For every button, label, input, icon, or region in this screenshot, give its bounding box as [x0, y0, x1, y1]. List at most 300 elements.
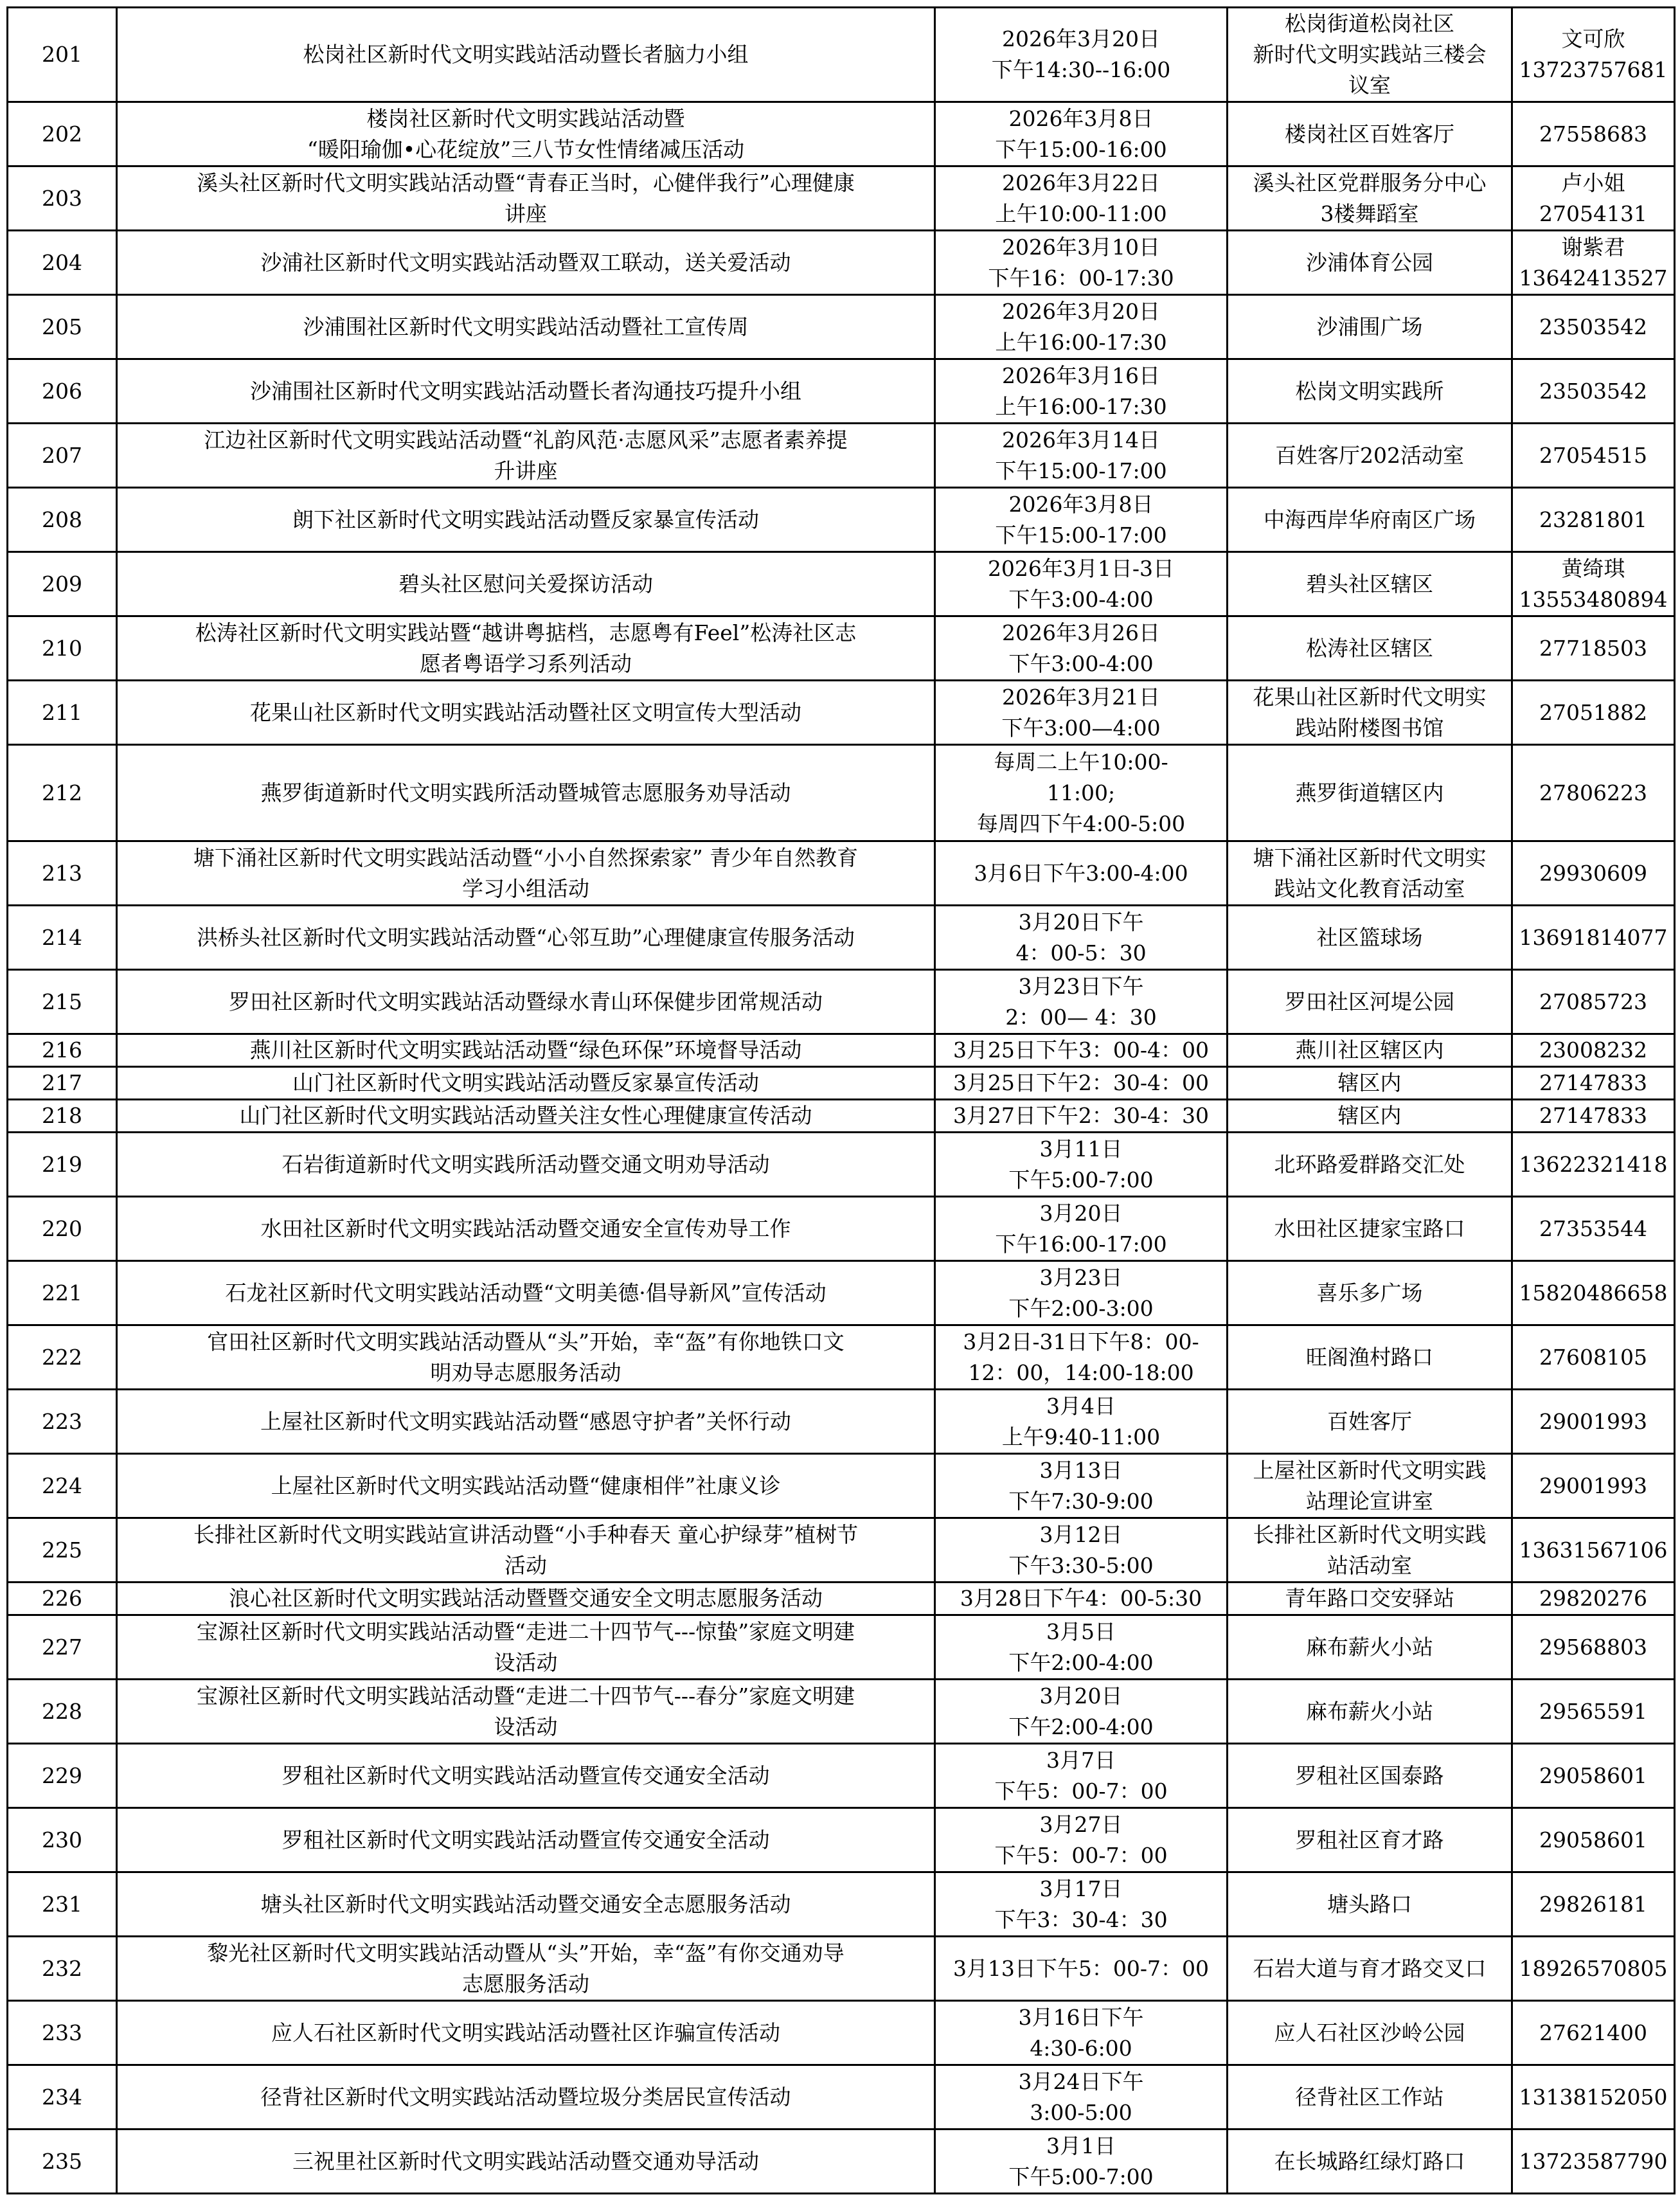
cell-place — [1228, 1100, 1512, 1133]
cell-contact-line: 13631567106 — [1519, 1537, 1668, 1563]
cell-activity — [117, 102, 935, 166]
cell-time — [935, 1680, 1228, 1744]
cell-place — [1228, 1744, 1512, 1808]
cell-number-line: 230 — [42, 1827, 82, 1852]
cell-time-line: 每周二上午10:00- — [994, 749, 1168, 775]
cell-number-line: 208 — [42, 507, 82, 532]
cell-time-line: 下午7:30-9:00 — [1008, 1488, 1154, 1514]
cell-time — [935, 745, 1228, 841]
cell-time-line: 3月12日 — [1039, 1521, 1123, 1547]
cell-place — [1228, 906, 1512, 970]
cell-activity-line: 讲座 — [505, 201, 547, 226]
cell-activity-line: 上屋社区新时代文明实践站活动暨“感恩守护者”关怀行动 — [260, 1408, 791, 1434]
cell-activity-line: 愿者粤语学习系列活动 — [420, 650, 632, 676]
table-row — [8, 1872, 1675, 1937]
cell-place — [1228, 681, 1512, 745]
cell-contact-line: 文可欣 — [1561, 26, 1625, 51]
cell-time-line: 2026年3月20日 — [1002, 26, 1160, 51]
cell-activity-line: 松岗社区新时代文明实践站活动暨长者脑力小组 — [303, 42, 749, 67]
cell-time — [935, 1518, 1228, 1583]
cell-number — [8, 2065, 117, 2130]
cell-time — [935, 970, 1228, 1034]
cell-number-line: 223 — [42, 1408, 82, 1434]
cell-activity-line: 塘下涌社区新时代文明实践站活动暨“小小自然探索家” 青少年自然教育 — [193, 845, 859, 870]
cell-number-line: 205 — [42, 314, 82, 339]
cell-contact-line: 谢紫君 — [1561, 234, 1625, 260]
cell-number-line: 217 — [42, 1070, 82, 1095]
table-row — [8, 231, 1675, 295]
cell-contact — [1512, 102, 1675, 166]
cell-number-line: 201 — [42, 42, 82, 67]
cell-number — [8, 1034, 117, 1067]
cell-number — [8, 841, 117, 906]
cell-place-line: 北环路爱群路交汇处 — [1274, 1151, 1465, 1177]
cell-number — [8, 616, 117, 681]
cell-activity-line: 沙浦围社区新时代文明实践站活动暨长者沟通技巧提升小组 — [250, 378, 801, 404]
cell-contact-line: 29930609 — [1539, 860, 1647, 886]
cell-number — [8, 1872, 117, 1937]
cell-contact — [1512, 1872, 1675, 1937]
cell-activity-line: 浪心社区新时代文明实践站活动暨暨交通安全文明志愿服务活动 — [229, 1586, 823, 1611]
cell-time-line: 下午16：00-17:30 — [988, 265, 1174, 291]
cell-activity-line: 上屋社区新时代文明实践站活动暨“健康相伴”社康义诊 — [271, 1473, 781, 1498]
cell-contact — [1512, 1615, 1675, 1680]
table-row — [8, 295, 1675, 359]
table-row — [8, 1100, 1675, 1133]
cell-place-line: 新时代文明实践站三楼会 — [1253, 42, 1487, 67]
cell-time-line: 3月23日下午 — [1018, 973, 1144, 999]
cell-time — [935, 102, 1228, 166]
cell-number-line: 204 — [42, 249, 82, 275]
cell-number-line: 225 — [42, 1537, 82, 1563]
cell-activity — [117, 970, 935, 1034]
cell-contact — [1512, 166, 1675, 231]
cell-place-line: 燕川社区辖区内 — [1295, 1037, 1444, 1063]
cell-number — [8, 970, 117, 1034]
cell-contact-line: 27718503 — [1539, 635, 1647, 661]
cell-number — [8, 906, 117, 970]
table-row — [8, 8, 1675, 102]
cell-activity-line: 罗租社区新时代文明实践站活动暨宣传交通安全活动 — [281, 1762, 770, 1788]
cell-place — [1228, 1937, 1512, 2001]
cell-time-line: 2：00— 4：30 — [1005, 1004, 1157, 1030]
cell-place-line: 在长城路红绿灯路口 — [1274, 2148, 1465, 2174]
cell-place-line: 松涛社区辖区 — [1306, 635, 1433, 661]
cell-time-line: 3月23日 — [1039, 1264, 1123, 1290]
cell-number — [8, 2130, 117, 2194]
cell-number-line: 218 — [42, 1103, 82, 1128]
cell-contact — [1512, 1937, 1675, 2001]
cell-activity — [117, 231, 935, 295]
cell-number-line: 212 — [42, 780, 82, 805]
cell-place-line: 百姓客厅202活动室 — [1275, 442, 1464, 468]
cell-contact — [1512, 2001, 1675, 2065]
cell-number — [8, 1744, 117, 1808]
cell-number — [8, 231, 117, 295]
cell-contact-line: 27558683 — [1539, 121, 1647, 147]
cell-contact — [1512, 1261, 1675, 1325]
cell-time-line: 下午5：00-7：00 — [994, 1778, 1168, 1804]
cell-activity-line: 学习小组活动 — [462, 875, 589, 901]
cell-time-line: 3月20日 — [1039, 1683, 1123, 1708]
cell-contact-line: 13642413527 — [1519, 265, 1668, 291]
cell-activity-line: 罗租社区新时代文明实践站活动暨宣传交通安全活动 — [281, 1827, 770, 1852]
cell-place-line: 沙浦围广场 — [1316, 314, 1423, 339]
cell-place — [1228, 1454, 1512, 1518]
cell-place — [1228, 424, 1512, 488]
cell-time-line: 2026年3月1日-3日 — [987, 555, 1175, 581]
table-row — [8, 1518, 1675, 1583]
cell-number-line: 222 — [42, 1344, 82, 1370]
cell-time — [935, 906, 1228, 970]
cell-number-line: 224 — [42, 1473, 82, 1498]
cell-contact — [1512, 1454, 1675, 1518]
cell-number — [8, 681, 117, 745]
cell-contact — [1512, 1067, 1675, 1100]
cell-time-line: 2026年3月16日 — [1002, 363, 1160, 388]
cell-place — [1228, 841, 1512, 906]
cell-place — [1228, 295, 1512, 359]
cell-time — [935, 1744, 1228, 1808]
cell-contact — [1512, 1680, 1675, 1744]
cell-number — [8, 1197, 117, 1261]
cell-activity — [117, 616, 935, 681]
cell-place-line: 石岩大道与育才路交叉口 — [1253, 1955, 1487, 1981]
cell-place-line: 罗租社区育才路 — [1295, 1827, 1444, 1852]
cell-place-line: 议室 — [1348, 73, 1391, 98]
cell-number — [8, 102, 117, 166]
cell-time — [935, 2065, 1228, 2130]
cell-number — [8, 1680, 117, 1744]
cell-number-line: 229 — [42, 1762, 82, 1788]
cell-time — [935, 1808, 1228, 1872]
cell-time — [935, 1454, 1228, 1518]
cell-place — [1228, 231, 1512, 295]
cell-place — [1228, 1680, 1512, 1744]
cell-place — [1228, 2001, 1512, 2065]
table-row — [8, 1197, 1675, 1261]
cell-number — [8, 8, 117, 102]
cell-activity — [117, 1034, 935, 1067]
cell-time-line: 3月2日-31日下午8：00- — [963, 1329, 1199, 1354]
cell-number-line: 234 — [42, 2084, 82, 2110]
cell-number — [8, 1133, 117, 1197]
cell-activity-line: 花果山社区新时代文明实践站活动暨社区文明宣传大型活动 — [250, 699, 801, 725]
cell-number — [8, 1261, 117, 1325]
cell-time-line: 2026年3月22日 — [1002, 170, 1160, 195]
cell-place-line: 松岗街道松岗社区 — [1285, 11, 1454, 36]
cell-activity — [117, 1261, 935, 1325]
table-row — [8, 1454, 1675, 1518]
cell-place-line: 沙浦体育公园 — [1306, 249, 1433, 275]
cell-contact-line: 23503542 — [1539, 314, 1647, 339]
cell-time — [935, 1133, 1228, 1197]
cell-time — [935, 166, 1228, 231]
table-row — [8, 359, 1675, 424]
cell-time-line: 3月6日下午3:00-4:00 — [974, 860, 1188, 886]
table-row — [8, 552, 1675, 616]
cell-contact — [1512, 488, 1675, 552]
cell-time-line: 下午15:00-17:00 — [995, 458, 1167, 483]
cell-number-line: 202 — [42, 121, 82, 147]
cell-contact-line: 27085723 — [1539, 989, 1647, 1014]
cell-activity-line: 燕川社区新时代文明实践站活动暨“绿色环保”环境督导活动 — [249, 1037, 802, 1063]
cell-place — [1228, 1325, 1512, 1390]
cell-time-line: 下午5:00-7:00 — [1008, 1167, 1154, 1192]
cell-place — [1228, 1034, 1512, 1067]
cell-number — [8, 1808, 117, 1872]
cell-time-line: 下午3:00-4:00 — [1008, 586, 1154, 612]
cell-activity-line: 水田社区新时代文明实践站活动暨交通安全宣传劝导工作 — [260, 1215, 791, 1241]
cell-contact — [1512, 8, 1675, 102]
cell-time — [935, 841, 1228, 906]
cell-place-line: 上屋社区新时代文明实践 — [1253, 1457, 1487, 1483]
cell-number-line: 227 — [42, 1634, 82, 1660]
cell-time-line: 2026年3月14日 — [1002, 427, 1160, 453]
cell-place-line: 践站文化教育活动室 — [1274, 875, 1465, 901]
cell-activity-line: 径背社区新时代文明实践站活动暨垃圾分类居民宣传活动 — [260, 2084, 791, 2110]
cell-number — [8, 1583, 117, 1615]
cell-number-line: 213 — [42, 860, 82, 886]
cell-contact-line: 27147833 — [1539, 1103, 1647, 1128]
cell-activity — [117, 295, 935, 359]
cell-activity-line: 长排社区新时代文明实践站宣讲活动暨“小手种春天 童心护绿芽”植树节 — [193, 1521, 859, 1547]
cell-time-line: 12：00，14:00-18:00 — [968, 1359, 1194, 1385]
cell-number-line: 214 — [42, 924, 82, 950]
cell-place — [1228, 552, 1512, 616]
cell-number-line: 216 — [42, 1037, 82, 1063]
cell-activity-line: 溪头社区新时代文明实践站活动暨“青春正当时，心健伴我行”心理健康 — [197, 170, 855, 195]
table-body — [8, 8, 1675, 2194]
cell-number-line: 235 — [42, 2148, 82, 2174]
cell-time-line: 下午3:30-5:00 — [1008, 1552, 1154, 1578]
cell-time-line: 3月27日下午2：30-4：30 — [952, 1103, 1210, 1128]
cell-activity — [117, 8, 935, 102]
cell-activity-line: 江边社区新时代文明实践站活动暨“礼韵风范·志愿风采”志愿者素养提 — [204, 427, 848, 453]
cell-activity-line: 设活动 — [494, 1714, 558, 1739]
cell-number — [8, 552, 117, 616]
cell-place — [1228, 2065, 1512, 2130]
cell-activity-line: 罗田社区新时代文明实践站活动暨绿水青山环保健步团常规活动 — [229, 989, 823, 1014]
cell-place-line: 长排社区新时代文明实践 — [1253, 1521, 1487, 1547]
cell-time-line: 下午3：30-4：30 — [994, 1906, 1168, 1932]
table-row — [8, 906, 1675, 970]
cell-activity-line: “暖阳瑜伽•心花绽放”三八节女性情绪减压活动 — [307, 136, 745, 162]
cell-contact — [1512, 424, 1675, 488]
cell-contact-line: 29565591 — [1539, 1698, 1647, 1724]
cell-contact-line: 29820276 — [1539, 1586, 1647, 1611]
cell-number — [8, 2001, 117, 2065]
cell-time-line: 2026年3月8日 — [1008, 105, 1154, 131]
cell-contact — [1512, 1744, 1675, 1808]
cell-number-line: 226 — [42, 1586, 82, 1611]
cell-activity — [117, 488, 935, 552]
cell-time-line: 下午3:00—4:00 — [1001, 715, 1161, 740]
cell-activity — [117, 1518, 935, 1583]
cell-contact — [1512, 745, 1675, 841]
cell-activity — [117, 1390, 935, 1454]
cell-activity-line: 沙浦社区新时代文明实践站活动暨双工联动，送关爱活动 — [260, 249, 791, 275]
cell-contact-line: 黄绮琪 — [1561, 555, 1625, 581]
cell-contact-line: 13138152050 — [1519, 2084, 1668, 2110]
cell-contact-line: 13553480894 — [1519, 586, 1668, 612]
cell-contact — [1512, 906, 1675, 970]
cell-time — [935, 1067, 1228, 1100]
table-row — [8, 2001, 1675, 2065]
cell-time — [935, 295, 1228, 359]
cell-contact — [1512, 1390, 1675, 1454]
cell-place — [1228, 1261, 1512, 1325]
cell-activity — [117, 1454, 935, 1518]
cell-activity — [117, 1680, 935, 1744]
cell-contact-line: 15820486658 — [1519, 1280, 1668, 1305]
cell-time-line: 2026年3月26日 — [1002, 620, 1160, 645]
cell-activity-line: 升讲座 — [494, 458, 558, 483]
cell-number — [8, 295, 117, 359]
cell-place-line: 践站附楼图书馆 — [1295, 715, 1444, 740]
cell-number-line: 220 — [42, 1215, 82, 1241]
table-row — [8, 2130, 1675, 2194]
cell-activity — [117, 359, 935, 424]
cell-contact — [1512, 970, 1675, 1034]
cell-time — [935, 359, 1228, 424]
cell-time-line: 上午10:00-11:00 — [995, 201, 1167, 226]
cell-activity-line: 塘头社区新时代文明实践站活动暨交通安全志愿服务活动 — [260, 1891, 791, 1917]
cell-activity — [117, 1872, 935, 1937]
table-row — [8, 1615, 1675, 1680]
cell-activity — [117, 166, 935, 231]
cell-place — [1228, 1583, 1512, 1615]
cell-activity — [117, 906, 935, 970]
cell-contact — [1512, 1133, 1675, 1197]
cell-time-line: 3月4日 — [1046, 1393, 1116, 1419]
cell-contact — [1512, 616, 1675, 681]
table-row — [8, 745, 1675, 841]
cell-contact-line: 27608105 — [1539, 1344, 1647, 1370]
cell-contact-line: 29001993 — [1539, 1408, 1647, 1434]
cell-contact-line: 卢小姐 — [1561, 170, 1625, 195]
cell-contact-line: 27806223 — [1539, 780, 1647, 805]
cell-place-line: 麻布薪火小站 — [1306, 1698, 1433, 1724]
cell-number — [8, 1390, 117, 1454]
cell-time-line: 3月24日下午 — [1018, 2068, 1144, 2094]
cell-place — [1228, 1615, 1512, 1680]
cell-activity-line: 山门社区新时代文明实践站活动暨反家暴宣传活动 — [292, 1070, 759, 1095]
cell-contact — [1512, 295, 1675, 359]
cell-contact-line: 29001993 — [1539, 1473, 1647, 1498]
table-row — [8, 681, 1675, 745]
cell-time-line: 下午5:00-7:00 — [1008, 2164, 1154, 2189]
cell-time-line: 3月20日下午 — [1018, 909, 1144, 935]
cell-time-line: 4：00-5：30 — [1015, 940, 1147, 965]
cell-number — [8, 1067, 117, 1100]
cell-contact — [1512, 681, 1675, 745]
cell-place-line: 碧头社区辖区 — [1306, 571, 1433, 596]
cell-time — [935, 231, 1228, 295]
cell-place-line: 站活动室 — [1327, 1552, 1412, 1578]
cell-contact — [1512, 1808, 1675, 1872]
cell-time — [935, 8, 1228, 102]
cell-contact — [1512, 231, 1675, 295]
cell-time-line: 下午3:00-4:00 — [1008, 650, 1154, 676]
cell-time — [935, 1583, 1228, 1615]
cell-place-line: 辖区内 — [1337, 1070, 1402, 1095]
cell-place-line: 水田社区捷家宝路口 — [1274, 1215, 1465, 1241]
cell-place — [1228, 970, 1512, 1034]
cell-place-line: 松岗文明实践所 — [1295, 378, 1444, 404]
cell-activity — [117, 681, 935, 745]
cell-place-line: 中海西岸华府南区广场 — [1264, 507, 1476, 532]
cell-place — [1228, 166, 1512, 231]
cell-place-line: 塘头路口 — [1327, 1891, 1412, 1917]
cell-activity-line: 楼岗社区新时代文明实践站活动暨 — [366, 105, 685, 131]
cell-place-line: 3楼舞蹈室 — [1320, 201, 1419, 226]
cell-contact — [1512, 552, 1675, 616]
cell-activity — [117, 1615, 935, 1680]
cell-number-line: 233 — [42, 2020, 82, 2045]
cell-place-line: 喜乐多广场 — [1316, 1280, 1423, 1305]
cell-number-line: 206 — [42, 378, 82, 404]
cell-time-line: 下午14:30--16:00 — [991, 57, 1171, 82]
cell-activity-line: 朗下社区新时代文明实践站活动暨反家暴宣传活动 — [292, 507, 759, 532]
cell-time-line: 3月13日 — [1039, 1457, 1123, 1483]
cell-place — [1228, 1133, 1512, 1197]
table-row — [8, 1744, 1675, 1808]
cell-number — [8, 1615, 117, 1680]
cell-activity — [117, 841, 935, 906]
table-row — [8, 1067, 1675, 1100]
cell-activity — [117, 424, 935, 488]
cell-time-line: 下午2:00-4:00 — [1008, 1714, 1154, 1739]
cell-activity-line: 明劝导志愿服务活动 — [430, 1359, 621, 1385]
cell-time-line: 3月27日 — [1039, 1811, 1123, 1837]
cell-number — [8, 1937, 117, 2001]
cell-time — [935, 488, 1228, 552]
cell-number — [8, 745, 117, 841]
cell-time-line: 3月1日 — [1046, 2133, 1116, 2158]
cell-number-line: 221 — [42, 1280, 82, 1305]
cell-time-line: 3月13日下午5：00-7：00 — [952, 1955, 1210, 1981]
cell-activity-line: 官田社区新时代文明实践站活动暨从“头”开始，幸“盔”有你地铁口文 — [207, 1329, 844, 1354]
cell-time-line: 下午16:00-17:00 — [995, 1231, 1167, 1257]
cell-contact-line: 13691814077 — [1519, 924, 1668, 950]
table-row — [8, 2065, 1675, 2130]
cell-time — [935, 1872, 1228, 1937]
cell-number — [8, 1518, 117, 1583]
cell-contact-line: 23281801 — [1539, 507, 1647, 532]
table-row — [8, 616, 1675, 681]
cell-time-line: 上午16:00-17:30 — [995, 329, 1167, 355]
cell-activity — [117, 1197, 935, 1261]
cell-contact-line: 27054515 — [1539, 442, 1647, 468]
cell-number — [8, 1454, 117, 1518]
cell-activity — [117, 745, 935, 841]
cell-place-line: 罗租社区国泰路 — [1295, 1762, 1444, 1788]
cell-time — [935, 424, 1228, 488]
cell-number — [8, 488, 117, 552]
cell-activity — [117, 1583, 935, 1615]
cell-activity-line: 石龙社区新时代文明实践站活动暨“文明美德·倡导新风”宣传活动 — [225, 1280, 827, 1305]
cell-time-line: 2026年3月21日 — [1002, 684, 1160, 710]
cell-time-line: 3月16日下午 — [1018, 2004, 1144, 2030]
cell-contact-line: 23008232 — [1539, 1037, 1647, 1063]
cell-time — [935, 616, 1228, 681]
cell-number-line: 231 — [42, 1891, 82, 1917]
cell-time-line: 3月25日下午2：30-4：00 — [952, 1070, 1210, 1095]
cell-activity-line: 燕罗街道新时代文明实践所活动暨城管志愿服务劝导活动 — [260, 780, 791, 805]
cell-time-line: 11:00; — [1046, 780, 1116, 805]
cell-place — [1228, 488, 1512, 552]
